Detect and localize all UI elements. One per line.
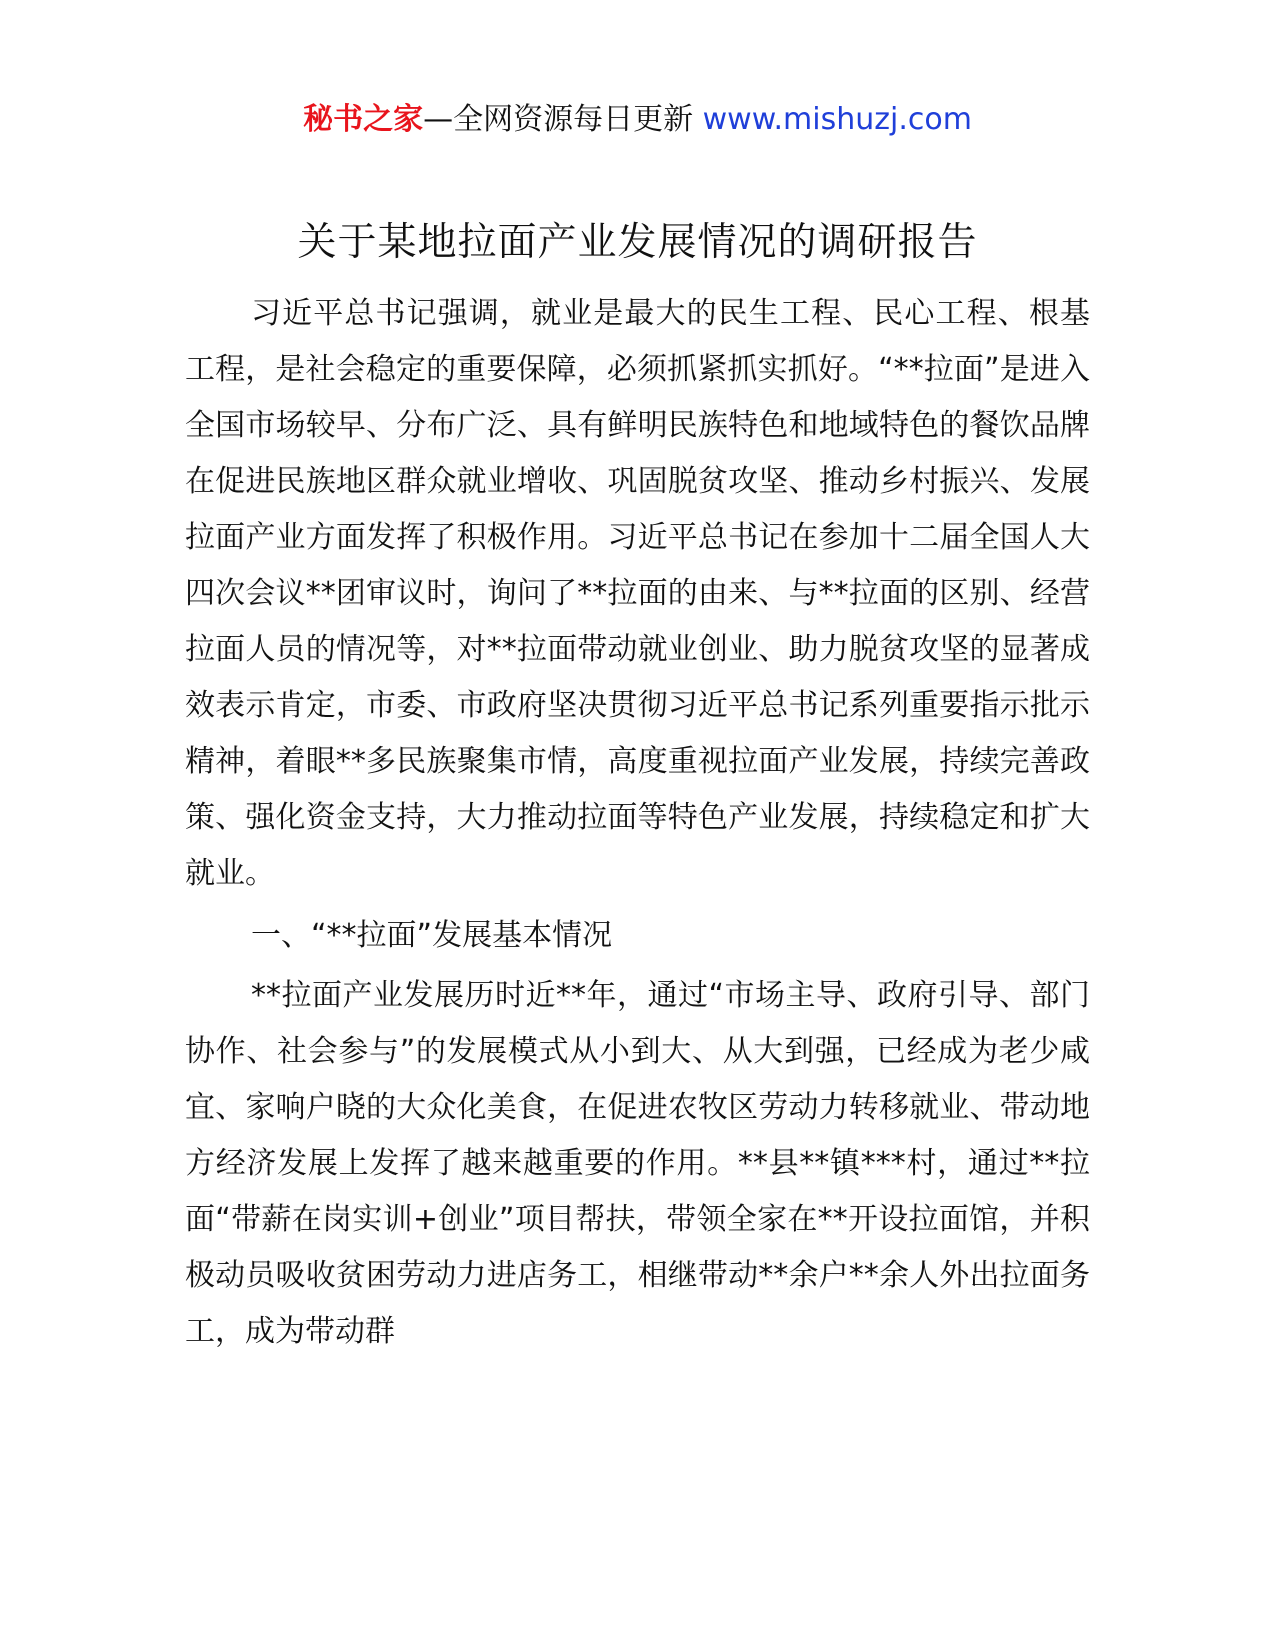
site-tagline: —全网资源每日更新 <box>423 102 694 137</box>
body-paragraph-2: **拉面产业发展历时近**年，通过“市场主导、政府引导、部门协作、社会参与”的发展模式从小到大、从大到强，已经成为老少咸宜、家响户晓的大众化美食，在促进农牧区劳动力转移就业、带动地方经济发展上发挥了越来越重要的作用。**县**镇***村，通过**拉面“带薪在岗实训+创业”项目帮扶，带领全家在**开设拉面馆，并积极动员吸收贫困劳动力进店务工，相继带动**余户**余人外出拉面务工，成为带动群 <box>185 978 1090 1349</box>
body-paragraph-1: 习近平总书记强调，就业是最大的民生工程、民心工程、根基工程，是社会稳定的重要保障，必须抓紧抓实抓好。“**拉面”是进入全国市场较早、分布广泛、具有鲜明民族特色和地域特色的餐饮品牌在促进民族地区群众就业增收、巩固脱贫攻坚、推动乡村振兴、发展拉面产业方面发挥了积极作用。习近平总书记在参加十二届全国人大四次会议**团审议时，询问了**拉面的由来、与**拉面的区别、经营拉面人员的情况等，对**拉面带动就业创业、助力脱贫攻坚的显著成效表示肯定，市委、市政府坚决贯彻习近平总书记系列重要指示批示精神，着眼**多民族聚集市情，高度重视拉面产业发展，持续完善政策、强化资金支持，大力推动拉面等特色产业发展，持续稳定和扩大就业。 <box>185 296 1090 891</box>
site-brand: 秘书之家 <box>303 102 424 137</box>
document-title: 关于某地拉面产业发展情况的调研报告 <box>297 220 978 265</box>
site-url-link[interactable]: www.mishuzj.com <box>702 102 972 137</box>
section-heading-1: 一、“**拉面”发展基本情况 <box>251 918 613 953</box>
document-body <box>185 286 1090 1360</box>
site-header <box>0 98 1275 142</box>
